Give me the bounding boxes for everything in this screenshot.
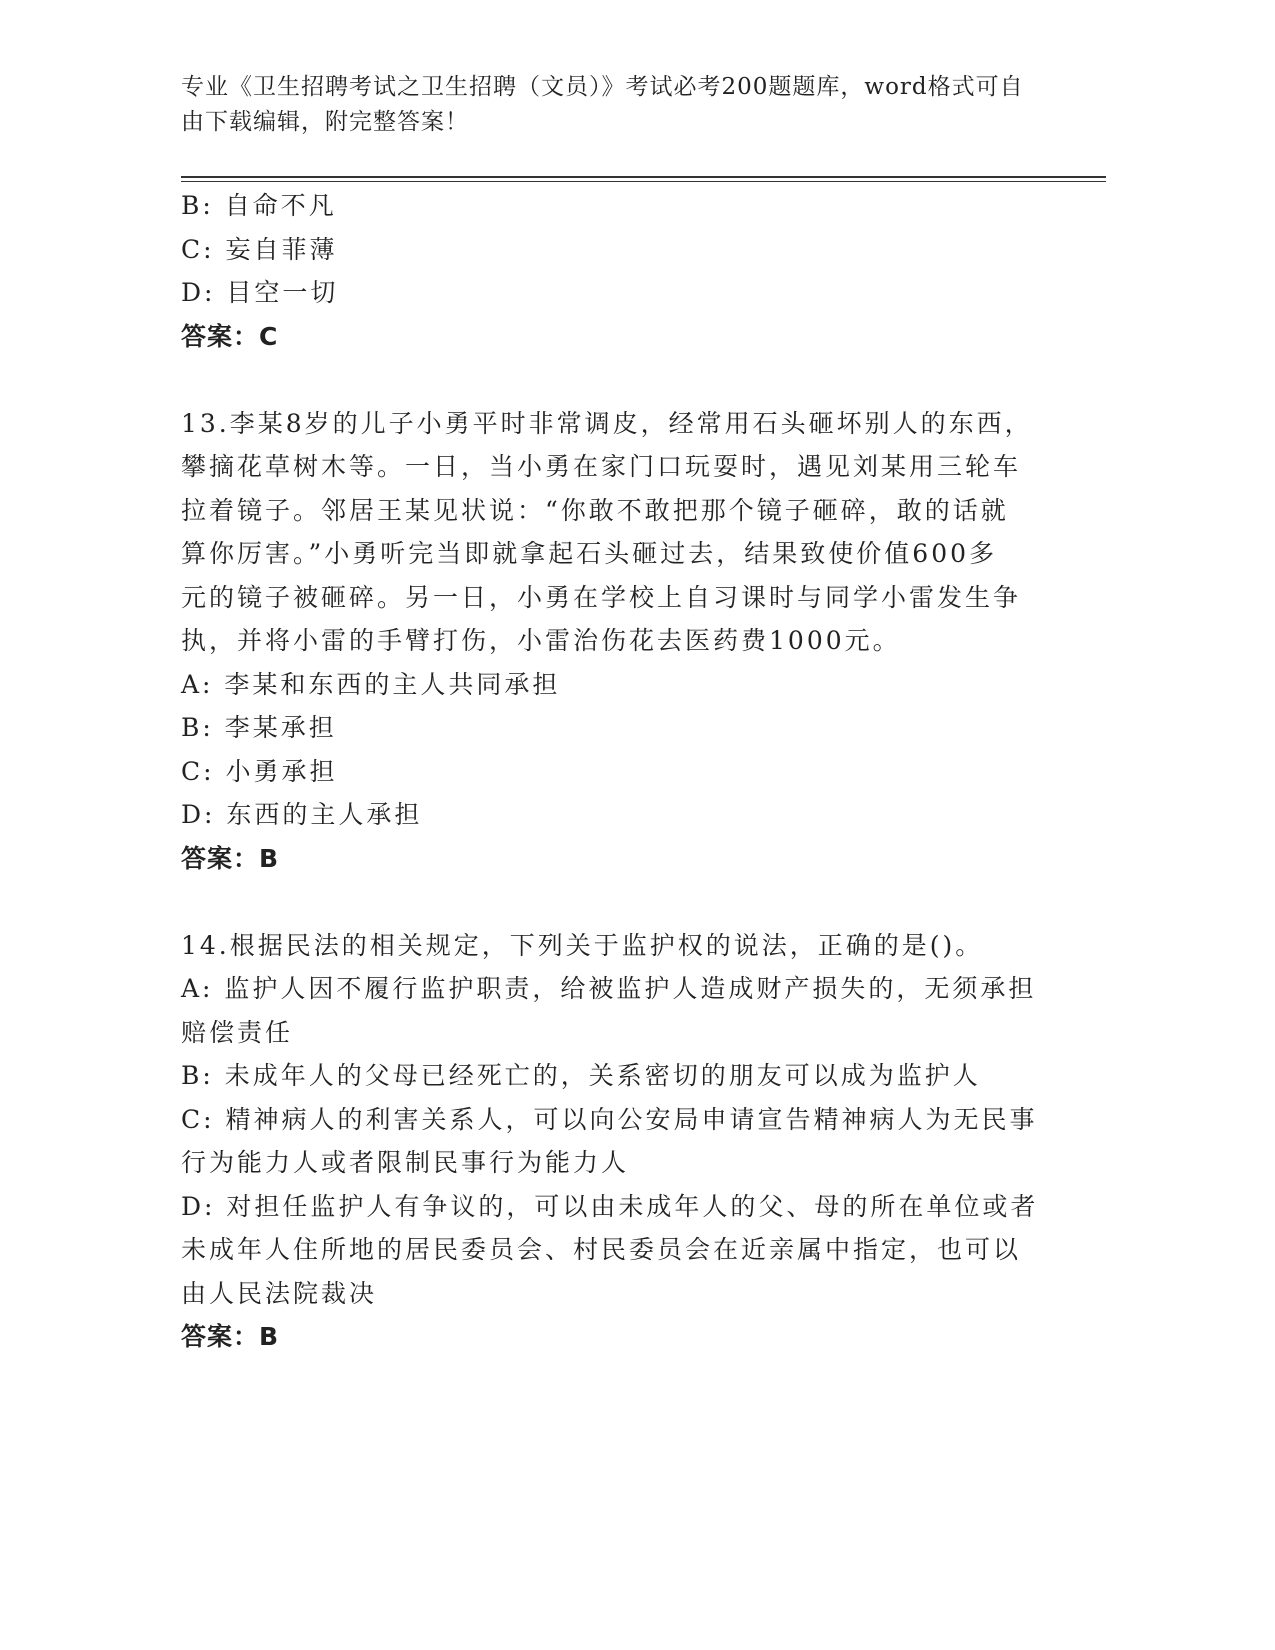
answer: 答案：B	[181, 843, 280, 873]
answer: 答案：C	[181, 321, 279, 351]
option-b: B: 未成年人的父母已经死亡的，关系密切的朋友可以成为监护人	[181, 1061, 981, 1090]
option-c-continued: 行为能力人或者限制民事行为能力人	[181, 1148, 630, 1177]
question-stem-line: 算你厉害。”小勇听完当即就拿起石头砸过去，结果致使价值600多	[181, 539, 998, 568]
option-c: C: 妄自菲薄	[181, 234, 338, 264]
question-stem-line: 元的镜子被砸碎。另一日，小勇在学校上自习课时与同学小雷发生争	[181, 582, 1022, 612]
question-stem-line: 拉着镜子。邻居王某见状说：“你敢不敢把那个镜子砸碎，敢的话就	[181, 495, 1009, 525]
option-d: D: 东西的主人承担	[181, 800, 423, 829]
header-rule-thin	[181, 181, 1106, 182]
question-stem-line: 14.根据民法的相关规定，下列关于监护权的说法，正确的是()。	[181, 930, 984, 960]
option-c: C: 小勇承担	[181, 756, 338, 786]
option-a-continued: 赔偿责任	[181, 1017, 294, 1047]
answer: 答案：B	[181, 1322, 280, 1351]
document-body	[181, 184, 1041, 1359]
document-header	[181, 70, 1061, 140]
option-c: C: 精神病人的利害关系人，可以向公安局申请宣告精神病人为无民事	[181, 1104, 1038, 1134]
question-13	[181, 402, 1041, 881]
header-line-1: 专业《卫生招聘考试之卫生招聘（文员）》考试必考200题题库，word格式可自	[181, 74, 1024, 100]
option-d-continued: 未成年人住所地的居民委员会、村民委员会在近亲属中指定，也可以	[181, 1235, 1022, 1264]
option-d-continued: 由人民法院裁决	[181, 1278, 378, 1308]
header-rule-thick	[181, 176, 1106, 178]
question-stem-line: 攀摘花草树木等。一日，当小勇在家门口玩耍时，遇见刘某用三轮车	[181, 452, 1022, 481]
option-b: B: 自命不凡	[181, 191, 337, 220]
option-a: A: 李某和东西的主人共同承担	[181, 669, 561, 699]
option-d: D: 目空一切	[181, 278, 339, 307]
question-stem-line: 执，并将小雷的手臂打伤，小雷治伤花去医药费1000元。	[181, 626, 901, 655]
spacer	[181, 358, 1041, 402]
header-line-2: 由下载编辑，附完整答案！	[181, 109, 469, 135]
question-12	[181, 184, 1041, 358]
spacer	[181, 880, 1041, 924]
question-14	[181, 924, 1041, 1359]
question-stem-line: 13.李某8岁的儿子小勇平时非常调皮，经常用石头砸坏别人的东西，	[181, 408, 1033, 438]
option-b: B: 李某承担	[181, 713, 337, 742]
option-d: D: 对担任监护人有争议的，可以由未成年人的父、母的所在单位或者	[181, 1191, 1039, 1221]
option-a: A: 监护人因不履行监护职责，给被监护人造成财产损失的，无须承担	[181, 974, 1037, 1003]
